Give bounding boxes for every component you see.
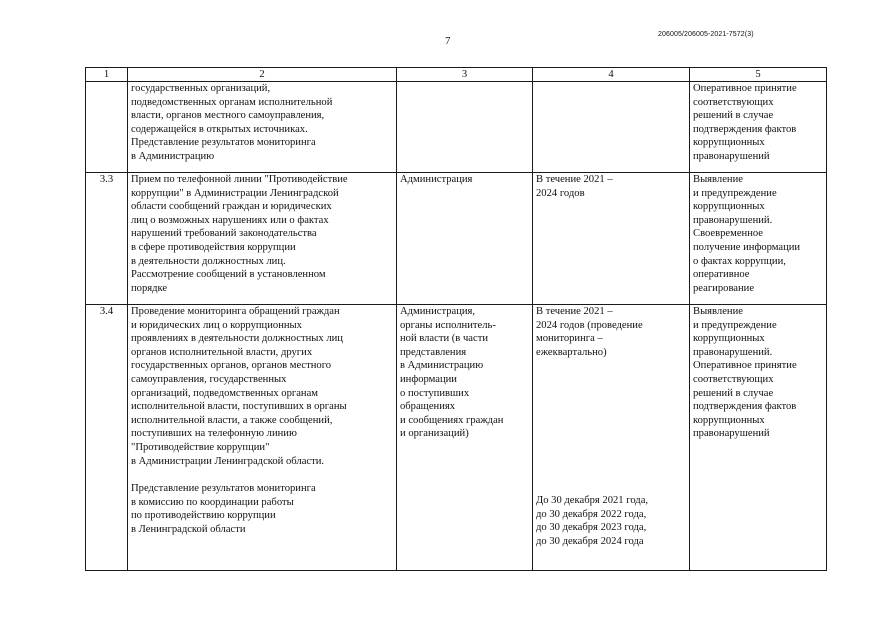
table-row [86, 82, 827, 173]
deadline-text: В течение 2021 – 2024 годов (проведение мониторинга – ежеквартально) [536, 306, 643, 358]
measure-text: Проведение мониторинга обращений граждан и юридических лиц о коррупционных проявлениях в деятельности должностных лиц органов исполнительной власти, других государственных органов, органов местного самоуправления, государственных организаций, подведомственных органам исполнительной власти, поступивших в органы исполнительной власти, а также сообщений, поступивших на телефонную линию "Противодействие коррупции" в Администрации Ленинградской области. [131, 306, 347, 467]
column-header: 5 [690, 68, 827, 82]
measure-cell: государственных организаций, подведомственных органам исполнительной власти, органов местного самоуправления, содержащейся в открытых источниках. Представление результатов мониторинга в Администрацию [128, 82, 397, 173]
paragraph-gap [131, 468, 393, 482]
result-cell: Оперативное принятие соответствующих решений в случае подтверждения фактов коррупционных правонарушений [690, 82, 827, 173]
table-header-row [86, 68, 827, 82]
table-row [86, 173, 827, 305]
result-cell: Выявление и предупреждение коррупционных правонарушений. Своевременное получение информации о фактах коррупции, оперативное реагирование [690, 173, 827, 305]
measure-tail-text: Представление результатов мониторинга в комиссию по координации работы по противодействию коррупции в Ленинградской области [131, 483, 316, 535]
table-row [86, 305, 827, 571]
measure-cell [128, 305, 397, 571]
row-number-cell: 3.4 [86, 305, 128, 571]
deadline-cell [533, 305, 690, 571]
column-header: 4 [533, 68, 690, 82]
measures-table [85, 67, 827, 571]
executor-cell: Администрация [397, 173, 533, 305]
measure-cell: Прием по телефонной линии "Противодействие коррупции" в Администрации Ленинградской области сообщений граждан и юридических лиц о возможных нарушениях или о фактах нарушений требований законодательства в сфере противодействия коррупции в деятельности должностных лиц. Рассмотрение сообщений в установленном порядке [128, 173, 397, 305]
page-number: 7 [445, 35, 451, 47]
executor-cell: Администрация, органы исполнитель- ной власти (в части представления в Администрацию информации о поступивших обращениях и сообщениях граждан и организаций) [397, 305, 533, 571]
deadline-cell [533, 82, 690, 173]
row-number-cell: 3.3 [86, 173, 128, 305]
executor-cell [397, 82, 533, 173]
column-header: 3 [397, 68, 533, 82]
column-header: 1 [86, 68, 128, 82]
column-header: 2 [128, 68, 397, 82]
deadline-tail-text: До 30 декабря 2021 года, до 30 декабря 2022 года, до 30 декабря 2023 года, до 30 декабря 2024 года [536, 495, 649, 547]
row-number-cell [86, 82, 128, 173]
deadline-cell: В течение 2021 – 2024 годов [533, 173, 690, 305]
result-cell: Выявление и предупреждение коррупционных правонарушений. Оперативное принятие соответствующих решений в случае подтверждения фактов коррупционных правонарушений [690, 305, 827, 571]
document-code: 206005/206005-2021-7572(3) [658, 31, 754, 38]
